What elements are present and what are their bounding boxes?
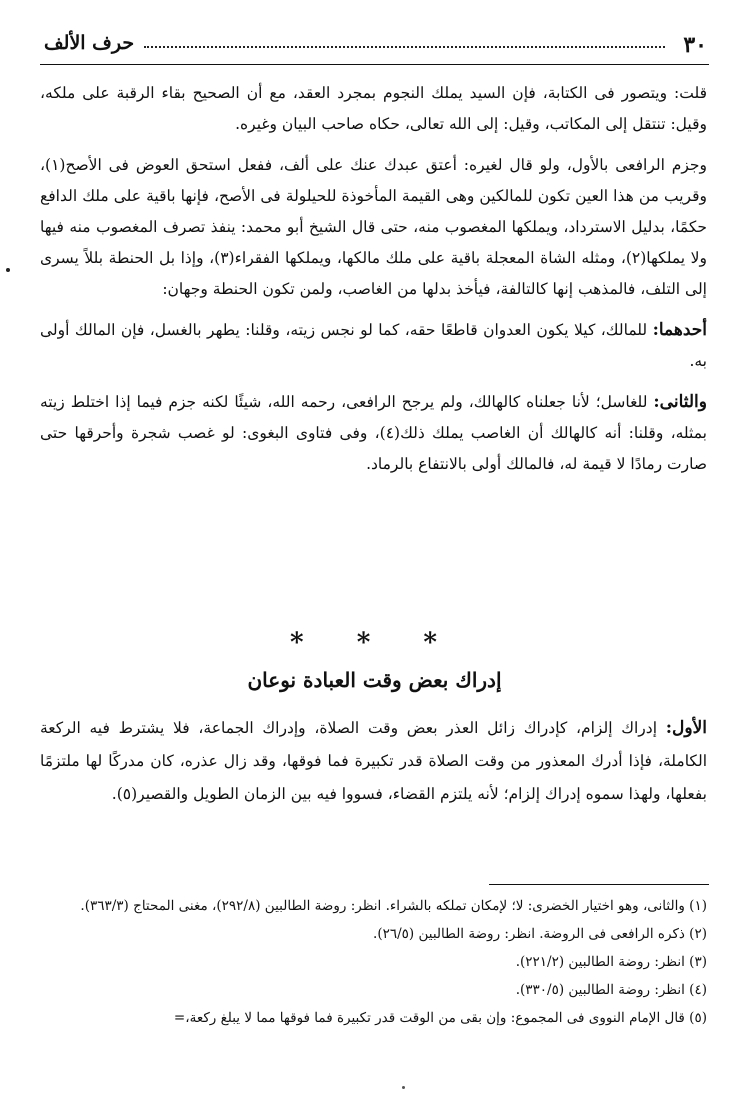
- paragraph-2: [40, 150, 707, 305]
- footnote-rule: [489, 884, 709, 885]
- main-text: [40, 78, 707, 480]
- paragraph-1: [40, 78, 707, 140]
- paragraph-4-text: للغاسل؛ لأنا جعلناه كالهالك، ولم يرجح الرافعى، رحمه الله، شيئًا لكنه جزم فيما إذا اختلط زيته بمثله، وقلنا: أنه كالهالك أن الغاصب يملك ذلك(٤)، وفى فتاوى البغوى: لو غصب شجرة وأحرقها حتى صارت رمادًا لا قيمة له، فالمالك أولى بالانتفاع بالرماد.: [40, 393, 707, 473]
- footnote-5: (٥) قال الإمام النووى فى المجموع: وإن بقى من الوقت قدر تكبيرة فما فوقها مما لا يبلغ ركعة،=: [173, 1010, 707, 1026]
- footnote-1: (١) والثانى، وهو اختيار الخضرى: لا؛ لإمكان تملكه بالشراء. انظر: روضة الطالبين (٢٩٢/٨)، مغنى المحتاج (٣٦٣/٣).: [80, 898, 707, 914]
- footnotes: [40, 892, 707, 1032]
- footnote-2: (٢) ذكره الرافعى فى الروضة. انظر: روضة الطالبين (٢٦/٥).: [373, 926, 707, 942]
- footnote-4: (٤) انظر: روضة الطالبين (٣٣٠/٥).: [515, 982, 707, 998]
- paragraph-2-text: وجزم الرافعى بالأول، ولو قال لغيره: أعتق عبدك عنك على ألف، ففعل استحق العوض فى الأصح(١)، وقريب من هذا العين تكون للمالكين وهى القيمة المأخوذة للحيلولة فى الأصح، فإنها باقية على ملك الدافع حكمًا، بدليل الاسترداد، ويملكها المغصوب منه، حتى قال الشيخ أبو محمد: ينفذ تصرف المغصوب منه فيها ولا يملكها(٢)، ومثله الشاة المعجلة باقية على ملك مالكها، ويملكها الفقراء(٣)، وإذا بل الحنطة بللاً يسرى إلى التلف، فالمذهب إنها كالتالفة، فيأخذ بدلها من الغاصب، ولمن تكون الحنطة وجهان:: [40, 156, 707, 298]
- section-paragraph: [40, 712, 707, 811]
- section-text: إدراك إلزام، كإدراك زائل العذر بعض وقت الصلاة، وإدراك الجماعة، فلا يشترط فيه الركعة الكاملة، فإذا أدرك المعذور من وقت الصلاة قدر تكبيرة فما فوقها، وقد زال عذره، كان مدركًا لها ملتزمًا بفعلها، ولهذا سموه إدراك إلزام؛ لأنه يلتزم القضاء، فسووا فيه بين الزمان الطويل والقصير(٥).: [40, 719, 707, 803]
- scan-speck: [6, 268, 10, 272]
- paragraph-4: [40, 387, 707, 480]
- scan-speck-bottom: [402, 1086, 405, 1089]
- paragraph-3-text: للمالك، كيلا يكون العدوان قاطعًا حقه، كما لو نجس زيته، وقلنا: يطهر بالغسل، فإن المالك أولى به.: [40, 321, 707, 370]
- page-number: ٣٠: [683, 32, 707, 58]
- paragraph-3-lead: أحدهما:: [652, 320, 707, 340]
- section-separator: * * *: [290, 628, 459, 658]
- paragraph-3: [40, 315, 707, 377]
- section-heading: إدراك بعض وقت العبادة نوعان: [247, 668, 502, 692]
- paragraph-1-text: قلت: ويتصور فى الكتابة، فإن السيد يملك النجوم بمجرد العقد، مع أن الصحيح بقاء الرقبة على ملكه، وقيل: تنتقل إلى المكاتب، وقيل: إلى الله تعالى، حكاه صاحب البيان وغيره.: [40, 84, 707, 133]
- running-header: [40, 30, 709, 65]
- header-dotted-leader: [144, 46, 665, 48]
- section-lead: الأول:: [665, 718, 707, 738]
- chapter-title: حرف الألف: [44, 32, 135, 54]
- footnote-3: (٣) انظر: روضة الطالبين (٢٢١/٢).: [515, 954, 707, 970]
- paragraph-4-lead: والثانى:: [653, 392, 707, 412]
